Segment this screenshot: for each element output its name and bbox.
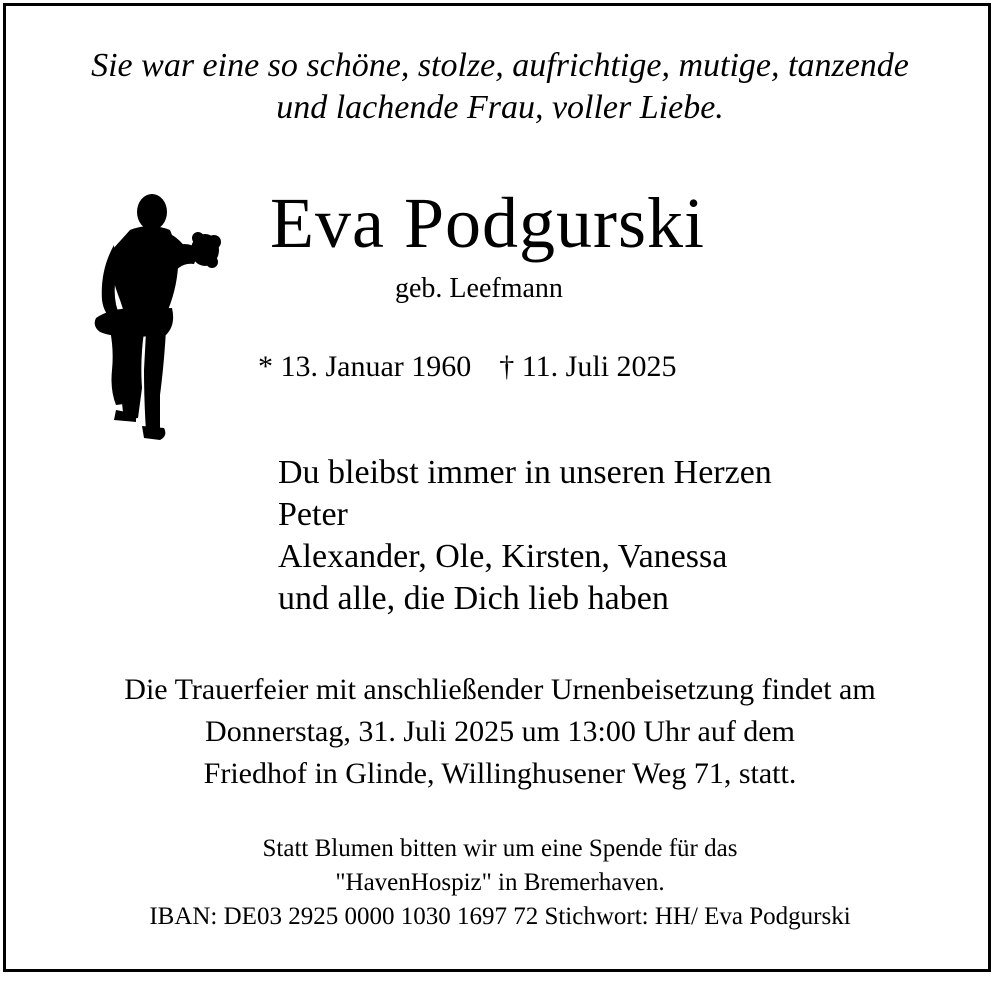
death-date: † 11. Juli 2025 bbox=[499, 350, 677, 383]
donation-line: "HavenHospiz" in Bremerhaven. bbox=[335, 869, 665, 896]
birth-date: * 13. Januar 1960 bbox=[258, 350, 472, 383]
ceremony-line: Friedhof in Glinde, Willinghusener Weg 71, statt. bbox=[203, 757, 797, 790]
mourners-block bbox=[278, 452, 772, 620]
ceremony-line: Donnerstag, 31. Juli 2025 um 13:00 Uhr auf dem bbox=[205, 715, 795, 748]
deceased-name: Eva Podgurski bbox=[270, 183, 705, 263]
dancing-couple-icon bbox=[90, 190, 225, 445]
mourners-line: Peter bbox=[278, 496, 348, 533]
motto-quote bbox=[0, 45, 1000, 129]
maiden-name: geb. Leefmann bbox=[395, 273, 563, 304]
life-dates bbox=[258, 349, 677, 385]
mourners-line: Alexander, Ole, Kirsten, Vanessa bbox=[278, 538, 728, 575]
donation-info bbox=[0, 832, 1000, 934]
mourners-line: und alle, die Dich lieb haben bbox=[278, 580, 669, 617]
donation-line: Statt Blumen bitten wir um eine Spende für das bbox=[262, 835, 738, 862]
mourners-line: Du bleibst immer in unseren Herzen bbox=[278, 454, 772, 491]
donation-iban: IBAN: DE03 2925 0000 1030 1697 72 Stichwort: HH/ Eva Podgurski bbox=[149, 903, 851, 930]
motto-line: Sie war eine so schöne, stolze, aufrichtige, mutige, tanzende bbox=[91, 47, 909, 84]
ceremony-line: Die Trauerfeier mit anschließender Urnenbeisetzung findet am bbox=[124, 673, 876, 706]
ceremony-info bbox=[0, 669, 1000, 795]
motto-line: und lachende Frau, voller Liebe. bbox=[276, 89, 724, 126]
